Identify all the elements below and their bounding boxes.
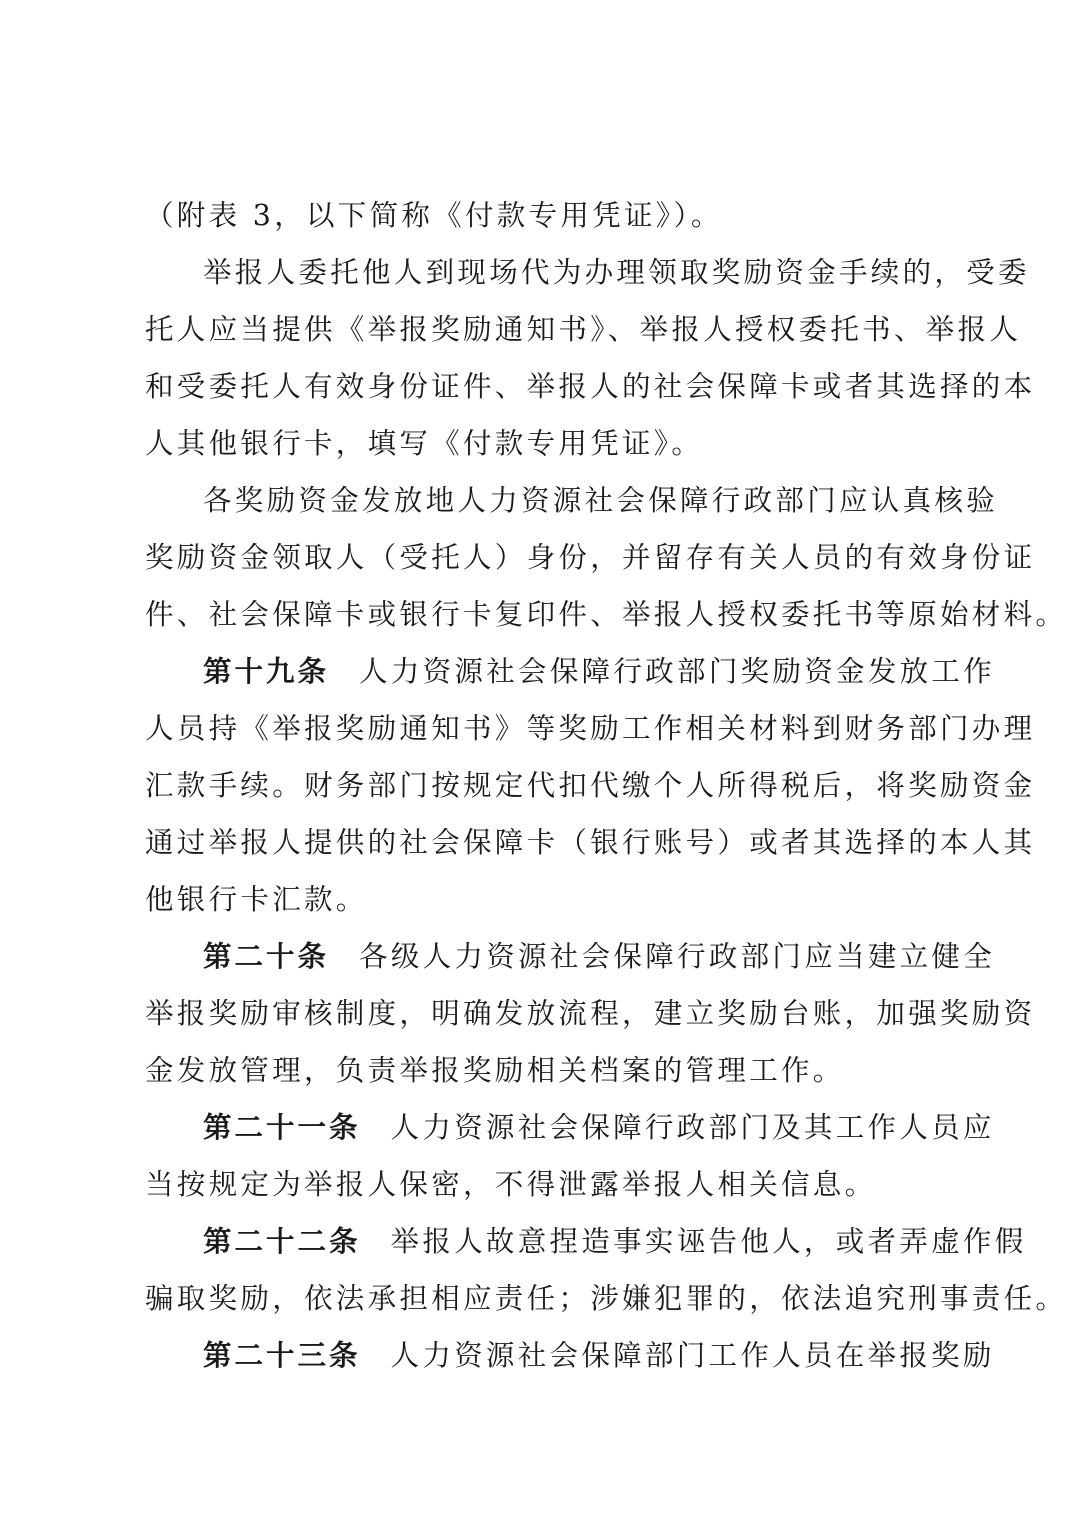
text-line: 当按规定为举报人保密，不得泄露举报人相关信息。: [145, 1168, 877, 1201]
paragraph-start: 各奖励资金发放地人力资源社会保障行政部门应认真核验: [203, 484, 999, 517]
article-19-line: [145, 643, 996, 700]
text-line: 件、社会保障卡或银行卡复印件、举报人授权委托书等原始材料。: [145, 598, 1068, 631]
text-line: 金发放管理，负责举报奖励相关档案的管理工作。: [145, 1054, 845, 1087]
article-text: 人力资源社会保障部门工作人员在举报奖励: [390, 1339, 995, 1372]
text-line: 汇款手续。财务部门按规定代扣代缴个人所得税后，将奖励资金: [145, 769, 1036, 802]
article-23-line: [145, 1327, 995, 1384]
text-line: 托人应当提供《举报奖励通知书》、举报人授权委托书、举报人: [145, 313, 1022, 346]
text-line: 举报奖励审核制度，明确发放流程，建立奖励台账，加强奖励资: [145, 997, 1036, 1030]
article-21-line: [145, 1099, 995, 1156]
article-text: 人力资源社会保障行政部门奖励资金发放工作: [359, 655, 996, 688]
article-heading: 第二十条: [203, 940, 330, 973]
text-line: （附表 3，以下简称《付款专用凭证》）。: [145, 199, 723, 232]
text-line: 奖励资金领取人（受托人）身份，并留存有关人员的有效身份证: [145, 541, 1036, 574]
text-line: 人其他银行卡，填写《付款专用凭证》。: [145, 427, 704, 460]
text-line: 骗取奖励，依法承担相应责任；涉嫌犯罪的，依法追究刑事责任。: [145, 1282, 1068, 1315]
article-20-line: [145, 928, 996, 985]
article-heading: 第二十一条: [203, 1111, 361, 1144]
document-page: [145, 187, 1068, 1384]
article-heading: 第二十二条: [203, 1225, 361, 1258]
text-line: 和受委托人有效身份证件、举报人的社会保障卡或者其选择的本: [145, 370, 1036, 403]
text-line: 通过举报人提供的社会保障卡（银行账号）或者其选择的本人其: [145, 826, 1036, 859]
article-heading: 第十九条: [203, 655, 330, 688]
article-heading: 第二十三条: [203, 1339, 361, 1372]
article-text: 举报人故意捏造事实诬告他人，或者弄虚作假: [390, 1225, 1027, 1258]
article-text: 各级人力资源社会保障行政部门应当建立健全: [359, 940, 996, 973]
article-text: 人力资源社会保障行政部门及其工作人员应: [390, 1111, 995, 1144]
text-line: 他银行卡汇款。: [145, 883, 368, 916]
article-22-line: [145, 1213, 1027, 1270]
paragraph-start: 举报人委托他人到现场代为办理领取奖励资金手续的，受委: [203, 256, 1030, 289]
text-line: 人员持《举报奖励通知书》等奖励工作相关材料到财务部门办理: [145, 712, 1036, 745]
